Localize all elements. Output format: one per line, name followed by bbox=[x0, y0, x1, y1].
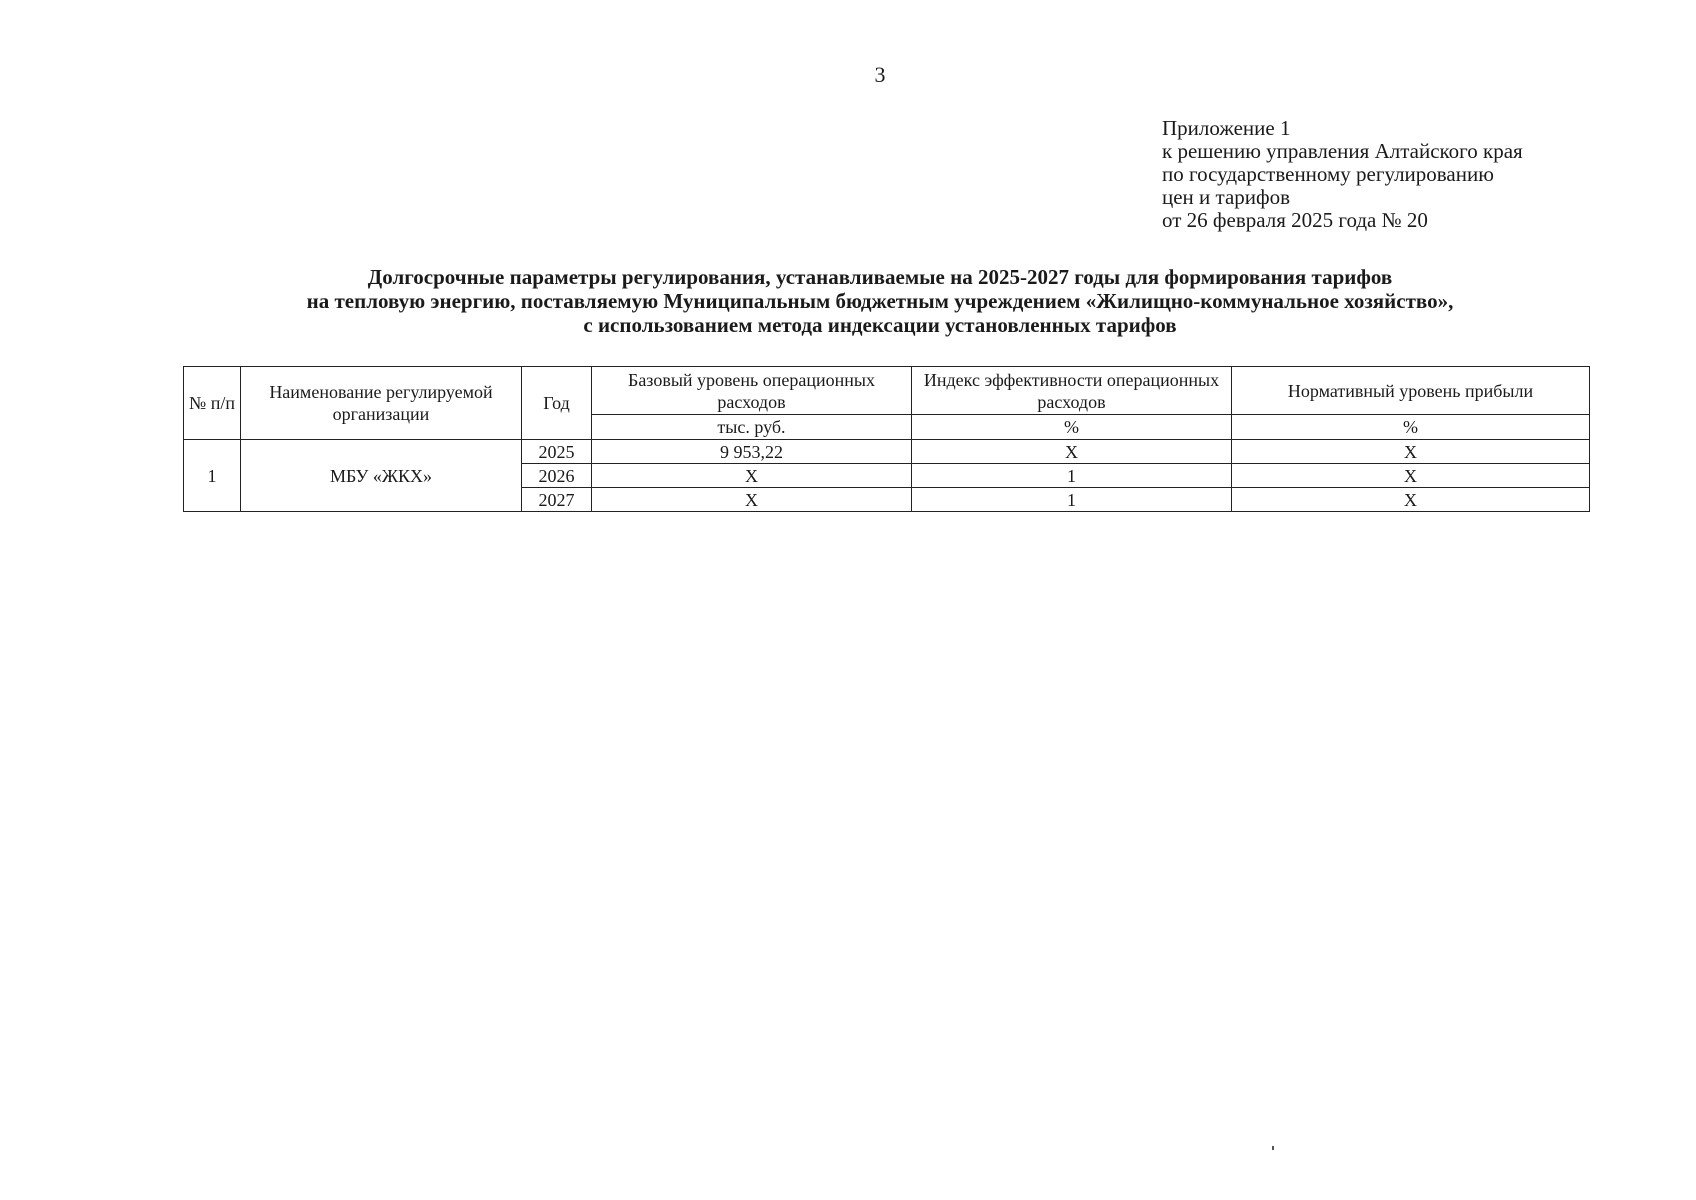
cell-efficiency-index: X bbox=[912, 440, 1232, 464]
unit-efficiency-index: % bbox=[912, 415, 1232, 440]
table-header-row bbox=[184, 367, 1590, 415]
page-number: 3 bbox=[874, 62, 886, 87]
cell-year: 2027 bbox=[522, 488, 592, 512]
document-title bbox=[150, 265, 1610, 337]
cell-org: МБУ «ЖКХ» bbox=[241, 440, 522, 512]
cell-profit-level: X bbox=[1232, 440, 1590, 464]
title-line: с использованием метода индексации установленных тарифов bbox=[583, 313, 1177, 337]
header-profit-level: Нормативный уровень прибыли bbox=[1232, 367, 1590, 415]
appendix-line: цен и тарифов bbox=[1162, 185, 1291, 209]
appendix-block bbox=[1162, 117, 1523, 232]
cell-base-level: 9 953,22 bbox=[592, 440, 912, 464]
appendix-line: Приложение 1 bbox=[1162, 116, 1291, 140]
table-row bbox=[184, 440, 1590, 464]
appendix-line: по государственному регулированию bbox=[1162, 162, 1494, 186]
cell-profit-level: X bbox=[1232, 488, 1590, 512]
header-num: № п/п bbox=[184, 367, 241, 440]
cell-efficiency-index: 1 bbox=[912, 464, 1232, 488]
cell-profit-level: X bbox=[1232, 464, 1590, 488]
unit-profit-level: % bbox=[1232, 415, 1590, 440]
title-line: на тепловую энергию, поставляемую Муниципальным бюджетным учреждением «Жилищно-коммунальное хозяйство», bbox=[306, 289, 1454, 313]
unit-base-level: тыс. руб. bbox=[592, 415, 912, 440]
header-base-level: Базовый уровень операционных расходов bbox=[592, 367, 912, 415]
header-year: Год bbox=[522, 367, 592, 440]
title-line: Долгосрочные параметры регулирования, устанавливаемые на 2025-2027 годы для формирования тарифов bbox=[367, 265, 1393, 289]
cell-base-level: X bbox=[592, 488, 912, 512]
parameters-table bbox=[183, 366, 1590, 512]
cell-num: 1 bbox=[184, 440, 241, 512]
header-efficiency-index: Индекс эффективности операционных расходов bbox=[912, 367, 1232, 415]
cell-year: 2025 bbox=[522, 440, 592, 464]
appendix-line: от 26 февраля 2025 года № 20 bbox=[1162, 208, 1428, 232]
cell-efficiency-index: 1 bbox=[912, 488, 1232, 512]
scan-speck bbox=[1272, 1146, 1274, 1150]
appendix-line: к решению управления Алтайского края bbox=[1162, 139, 1523, 163]
cell-base-level: X bbox=[592, 464, 912, 488]
cell-year: 2026 bbox=[522, 464, 592, 488]
header-org: Наименование регулируемой организации bbox=[241, 367, 522, 440]
